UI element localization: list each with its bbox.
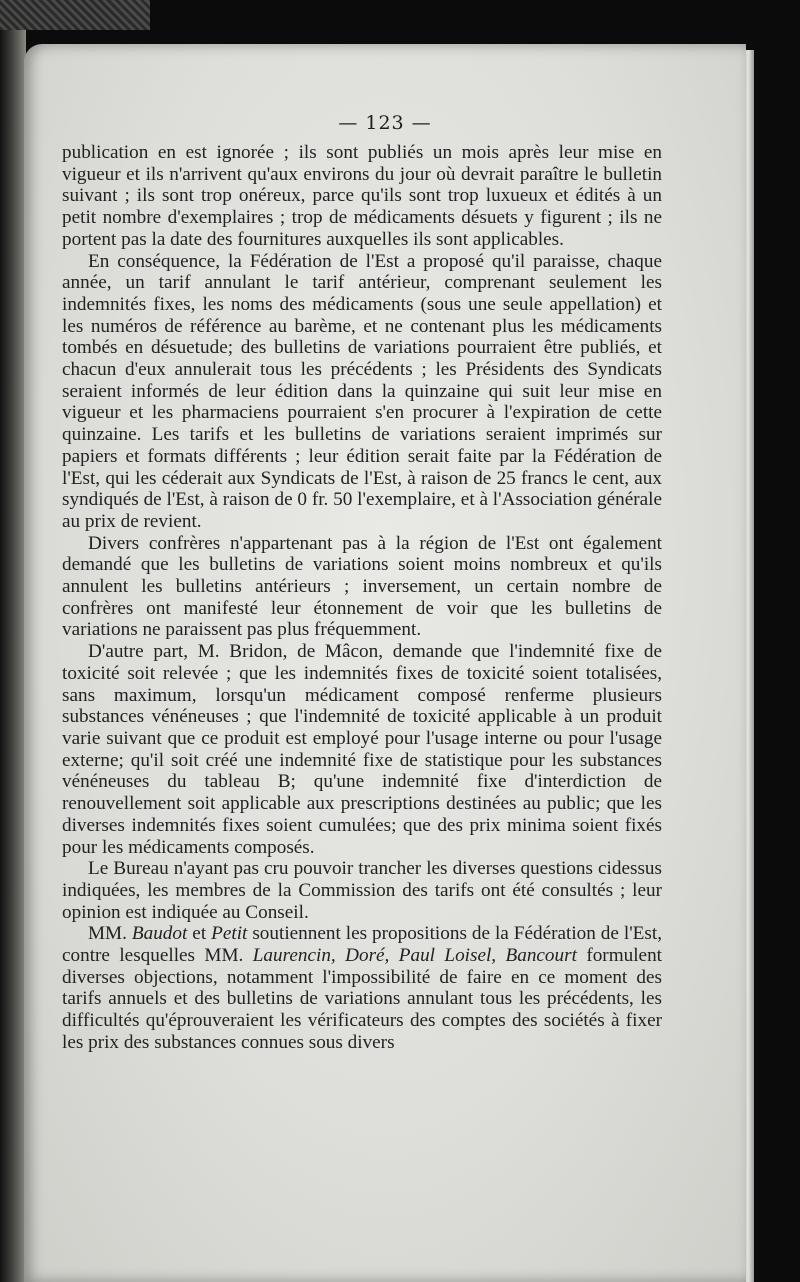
paragraph-bridon: D'autre part, M. Bridon, de Mâcon, demande que l'indemnité fixe de toxicité soit relevée ; que les indemnités fixes de toxicité soient totalisées, sans maximum, lorsqu'un médicament composé renferme plusieurs substances vénéneuses ; que l'indemnité de toxicité applicable à un produit varie suivant que ce produit est employé pour l'usage interne ou pour l'usage externe; qu'il soit créé une indemnité fixe de statistique pour les substances vénéneuses du tableau B; qu'une indemnité fixe d'interdiction de renouvellement soit applicable aux prescriptions destinées au public; que les diverses indemnités fixes soient cumulées; que des prix minima soient fixés pour les médicaments composés. bbox=[62, 641, 662, 858]
text-run: soutiennent les propositions de la Fédération de l'Est, contre lesquelles MM. bbox=[62, 923, 662, 967]
person-name: Petit bbox=[211, 923, 248, 945]
text-run: et bbox=[187, 923, 212, 945]
text-run: formulent diverses objections, notamment l'impossibilité de faire en ce moment des tarifs annuels et des bulletins de variations annulant tous les précédents, les difficultés qu'éprouveraient les vérificateurs des comptes des sociétés à fixer les prix des substances connues sous divers bbox=[62, 945, 662, 1053]
paragraph-federation-proposal: En conséquence, la Fédération de l'Est a proposé qu'il paraisse, chaque année, un tarif annulant le tarif antérieur, comprenant seulement les indemnités fixes, les noms des médicaments (sous une seule appellation) et les numéros de référence au barème, et ne contenant plus les médicaments tombés en désuetude; des bulletins de variations pourraient être publiés, et chacun d'eux annulerait tous les précédents ; les Présidents des Syndicats seraient informés de leur édition dans la quinzaine qui suit leur mise en vigueur et les pharmaciens pourraient s'en procurer à l'expiration de cette quinzaine. Les tarifs et les bulletins de variations seraient imprimés sur papiers et formats différents ; leur édition serait faite par la Fédération de l'Est, qui les céderait aux Syndicats de l'Est, à raison de 25 francs le cent, aux syndiqués de l'Est, à raison de 0 fr. 50 l'exemplaire, et à l'Association générale au prix de revient. bbox=[62, 250, 662, 532]
page-number: — 123 — bbox=[338, 112, 432, 134]
body-text bbox=[62, 142, 662, 1054]
text-run: MM. bbox=[88, 923, 132, 945]
paragraph-baudot-petit bbox=[62, 923, 662, 1053]
paragraph-divers-confreres: Divers confrères n'appartenant pas à la région de l'Est ont également demandé que les bulletins de variations soient moins nombreux et qu'ils annulent les bulletins antérieurs ; inversement, un certain nombre de confrères ont manifesté leur étonnement de voir que les bulletins de variations ne paraissent pas plus fréquemment. bbox=[62, 532, 662, 641]
book-spine-strip bbox=[0, 0, 150, 30]
person-names: Laurencin, Doré, Paul Loisel, Bancourt bbox=[252, 945, 577, 967]
paragraph-bureau: Le Bureau n'ayant pas cru pouvoir trancher les diverses questions cidessus indiquées, les membres de la Commission des tarifs ont été consultés ; leur opinion est indiquée au Conseil. bbox=[62, 858, 662, 923]
person-name: Baudot bbox=[131, 923, 188, 945]
paragraph-continuation: publication en est ignorée ; ils sont publiés un mois après leur mise en vigueur et ils n'arrivent qu'aux environs du jour où devrait paraître le bulletin suivant ; ils sont trop onéreux, parce qu'ils sont trop luxueux et édités à un petit nombre d'exemplaires ; trop de médicaments désuets y figurent ; ils ne portent pas la date des fournitures auxquelles ils sont applicables. bbox=[62, 142, 662, 250]
book-binding-edge bbox=[0, 30, 26, 1282]
book-page bbox=[24, 44, 746, 1282]
